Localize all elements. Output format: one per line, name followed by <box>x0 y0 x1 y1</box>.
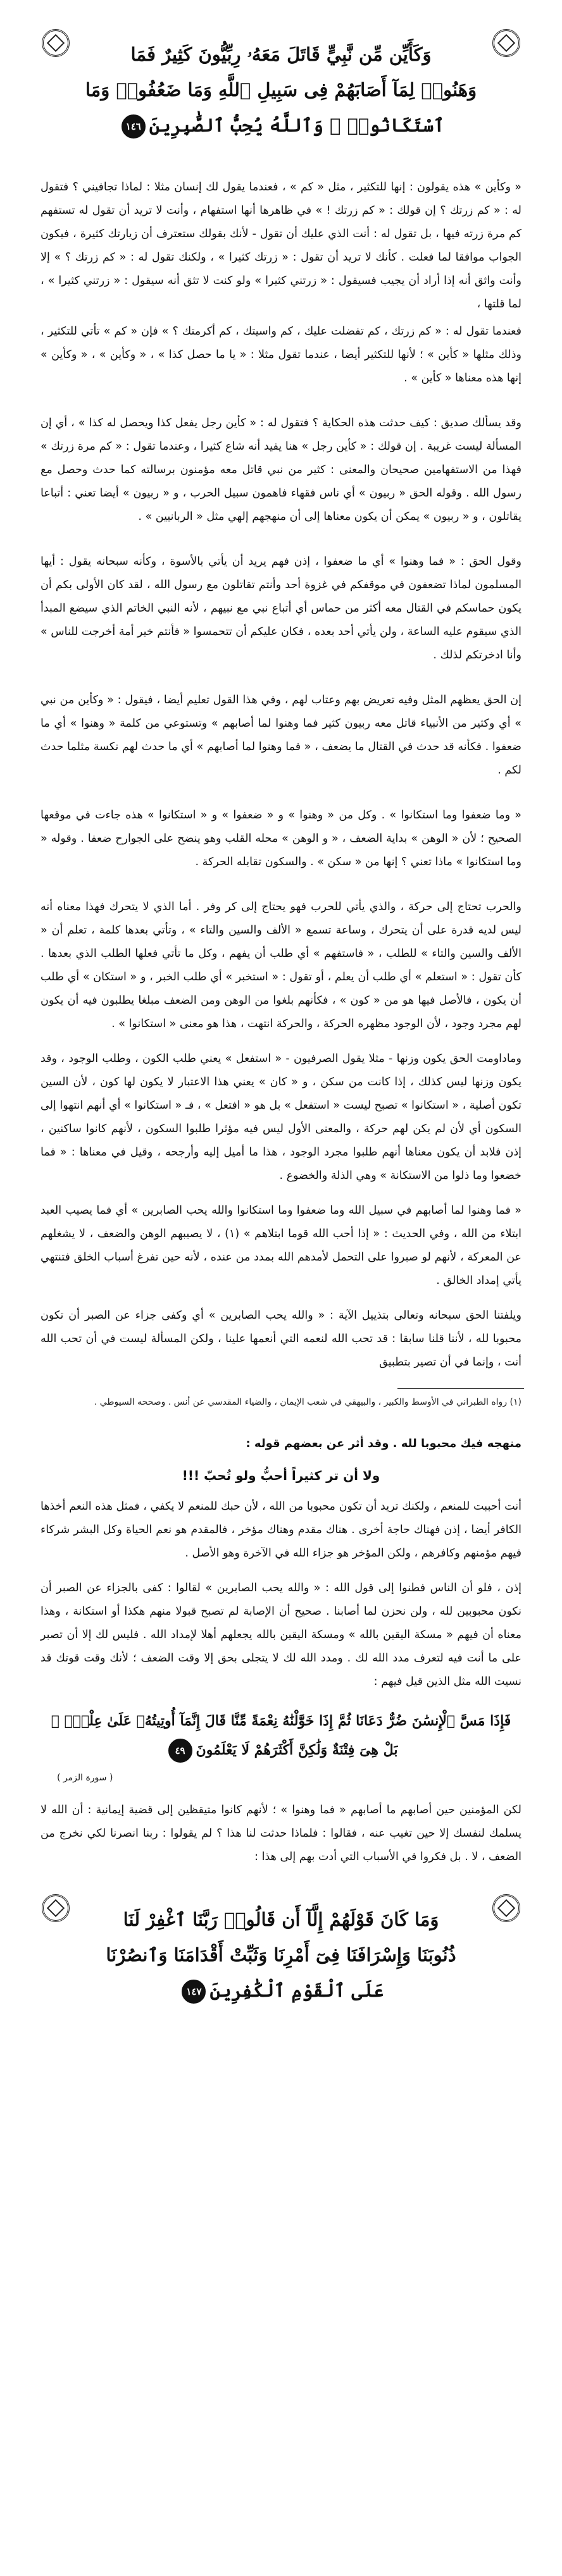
ornament-icon <box>42 29 70 57</box>
paragraph: « فما وهنوا لما أصابهم في سبيل الله وما ضعفوا وما استكانوا والله يحب الصابرين » أي فما يصيب العبد ابتلاء من الله ، وفي الحديث : « إذا أحب الله قوما ابتلاهم » (١) ، لا يصيبهم الوهن والضعف ، لا يشغلهم عن المعركة ، لأنهم لو صبروا على التحمل لأمدهم الله بمدد من عنده ، لأنه حين تفرغ أسباب الخلق فتنتهي يأتي إمداد الخالق . <box>41 1204 521 1287</box>
commentary-block <box>38 1799 524 1869</box>
verse-line: وَمَا كَانَ قَوْلَهُمْ إِلَّآ أَن قَالُوا۟ رَبَّنَا ٱغْفِرْ لَنَا <box>123 1909 439 1930</box>
commentary-block <box>38 176 524 390</box>
document-page <box>38 25 524 2549</box>
section-lead: منهجه فيك محبوبا لله . وقد أثر عن بعضهم قوله : <box>246 1437 521 1450</box>
paragraph: والحرب تحتاج إلى حركة ، والذي يأتي للحرب فهو يحتاج إلى كر وفر . أما الذي لا يتحرك فهذا معناه أنه ليس لديه قدرة على أن يتحرك ، وساعة تسمع « الألف والسين والتاء » ، وتأتي بعدها كلمة ، تعلم أن « الألف والسين والتاء » للطلب ، « فاستفهم » أي طلب أن يفهم ، وكل ما تأتي فعلها الطلب الذي بعدها . كأن تقول : « استعلم » أي طلب أن يعلم ، أو تقول : « استخبر » أي طلب الخبر ، و « استكان » أي طلب أن يكون ، فالأصل فيها هو من « كون » ، فكأنهم بلغوا من الوهن ومن الضعف مبلغا يطلبون فيه أن يكون لهم مجرد وجود ، لأن الوجود مظهره الحركة ، والحركة انتهت ، هذا هو معنى « استكانوا » . <box>41 901 521 1030</box>
commentary-block <box>38 412 524 529</box>
ayah-number: ١٤٦ <box>122 114 146 139</box>
commentary-block <box>38 1047 524 1188</box>
paragraph: إن الحق يعظهم المثل وفيه تعريض بهم وعتاب لهم ، وفي هذا القول تعليم أيضا ، فيقول : « وكأين من نبي » أي وكثير من الأنبياء قاتل معه ربيون كثير فما وهنوا لما أصابهم » وتستوعي من كلمة « وهنوا » أي ما ضعفوا . فكأنه قد حدث في القتال ما يضعف ، « فما وهنوا لما أصابهم » أي ما حدث لهم نكسة مثلما حدث لكم . <box>41 694 521 777</box>
ornament-icon <box>492 1894 520 1922</box>
commentary-block <box>38 1432 524 1565</box>
paragraph: لكن المؤمنين حين أصابهم ما أصابهم « فما وهنوا » ؛ لأنهم كانوا متيقظين إلى قضية إيمانية : أن الله لا يسلمك لنفسك إلا حين تغيب عنه ، فقالوا : فلماذا حدثت لنا هذا ؟ لم يقولوا : ربنا انصرنا لكي نخرج من الضعف ، لا . بل فكروا في الأسباب التي أدت بهم إلى هذا : <box>41 1804 521 1863</box>
verse-line: ذُنُوبَنَا وَإِسْرَافَنَا فِىٓ أَمْرِنَا وَثَبِّتْ أَقْدَامَنَا وَٱنصُرْنَا <box>106 1944 456 1966</box>
paragraph: « وما ضعفوا وما استكانوا » . وكل من « وهنوا » و « ضعفوا » و « استكانوا » هذه جاءت في موقعها الصحيح ؛ لأن « الوهن » بداية الضعف ، « و الوهن » محله القلب وهو ينضح على الجوارح ضعفا . وقوله « وما استكانوا » ماذا تعني ؟ إنها من « سكن » . والسكون تقابله الحركة . <box>41 809 521 868</box>
footnote: (١) رواه الطبراني في الأوسط والكبير ، والبيهقي في شعب الإيمان ، والضياء المقدسي عن أنس . وصححه السيوطي . <box>94 1397 521 1407</box>
commentary-block <box>38 1199 524 1293</box>
verse-line-text: ٱسْتَكَانُوا۟ ۗ وَٱللَّهُ يُحِبُّ ٱلصَّٰبِرِينَ <box>149 114 445 136</box>
quoted-verse <box>38 1703 524 1768</box>
paragraph: وقد يسألك صديق : كيف حدثت هذه الحكاية ؟ فتقول له : « كأين رجل يفعل كذا ويحصل له كذا » ، أي إن المسألة ليست غريبة . إن قولك : « كأين رجل » هنا يفيد أنه شاع كثيرا ، وعندما تقول : « كم مرة زرتك » فهذا من الاستفهامين صحيحان والمعنى : كثير من نبي قاتل معه مؤمنون برسالته كما حدث وحصل مع رسول الله . وقوله الحق « ربيون » أي ناس فقهاء فاهمون سبيل الحرب ، و « ربيون » أيضا تعني : أتباعا يقاتلون ، و « ربيون » يمكن أن يكون معناها إلى أن منهجهم إلهي مثل « الربانيين » . <box>41 417 521 523</box>
paragraph: فعندما تقول له : « كم زرتك ، كم تفضلت عليك ، كم واسيتك ، كم أكرمتك ؟ » فإن « كم » تأتي للتكثير ، وذلك مثلها « كأين » ؛ لأنها للتكثير أيضا ، عندما تقول مثلا : « يا ما حصل كذا » ، « وكأين » ، « وكأين » إنها هذه معناها « كأين » . <box>41 325 521 385</box>
commentary-block <box>38 689 524 782</box>
ayah-number: ١٤٧ <box>182 1980 206 2004</box>
commentary-block <box>38 804 524 874</box>
verse-line-text: عَلَى ٱلْقَوْمِ ٱلْكَٰفِرِينَ <box>209 1980 384 2001</box>
commentary-block <box>38 896 524 1036</box>
ayah-number: ٤٩ <box>168 1739 192 1763</box>
paragraph: أنت أحببت للمنعم ، ولكنك تريد أن تكون محبوبا من الله ، لأن حبك للمنعم لا يكفي ، فمثل هذه النعم أخذها الكافر أيضا ، إذن فهناك حاجة أخرى . هناك مقدم وهناك مؤخر ، فالمقدم هو نعم الحياة وكل البشر شركاء فيهم مؤمنهم وكافرهم ، ولكن المؤخر هو جزاء الله في الآخرة وهو الأصل . <box>41 1500 521 1560</box>
paragraph: إذن ، فلو أن الناس فطنوا إلى قول الله : « والله يحب الصابرين » لقالوا : كفى بالجزاء عن الصبر أن نكون محبوبين لله ، ولن نحزن لما أصابنا . صحيح أن الإصابة لم تصبح قبولا منهم هكذا أو استكانة ، وهذا معناه أن فيهم « مسكة اليقين بالله » ومسكة اليقين بالله يجعلهم أهلا لإمداد الله . فليس لك إلا أن تصبر على ما أنت فيه لتعرف مدد الله لك . ومدد الله لك لا يتجلى بحق إلا وقت الضعف ؛ لأنك وقت قوتك قد نسيت الله مثل الذين قيل فيهم : <box>41 1582 521 1688</box>
surah-reference: ( سورة الزمر ) <box>57 1773 113 1783</box>
ornament-icon <box>492 29 520 57</box>
quran-verse-147 <box>38 1890 524 2019</box>
verse-line: وَكَأَيِّن مِّن نَّبِيٍّ قَاتَلَ مَعَهُۥ رِبِّيُّونَ كَثِيرٌ فَمَا <box>130 44 432 65</box>
paragraph: وقول الحق : « فما وهنوا » أي ما ضعفوا ، إذن فهم يريد أن يأتي بالأسوة ، وكأنه سبحانه يقول : أيها المسلمون لماذا تضعفون في موقفكم في غزوة أحد وأنتم تقاتلون مع رسول الله ، لقد كان الأولى بكم أن يكون حماسكم في القتال معه أكثر من حماس أي أتباع نبي مع نبيهم ، لأنه النبي الخاتم الذي سيضع المبدأ الذي سيقوم عليه الساعة ، ولن يأتي أحد بعده ، فكان عليكم أن تتحمسوا « فأنتم خير أمة أخرجت للناس » وأنا ادخرتكم لذلك . <box>40 555 521 662</box>
paragraph: وماداومت الحق يكون وزنها - مثلا يقول الصرفيون - « استفعل » يعني طلب الكون ، وطلب الوجود ، وقد يكون وزنها ليس كذلك ، إذا كانت من سكن ، و « كان » يعني هذا الاعتبار لا يكون لها كون ، لأن السين تكون أصلية ، « استكانوا » تصبح ليست « استفعل » بل هو « افتعل » ، فـ « استكانوا » أي أنهم انتهوا إلى السكون أي لأن لم يكن لهم حركة ، والمعنى الأول ليس فيه مؤثرا طلبوا السكون ، لأنهم كانوا ساكنين ، إذن فلابد أن يكون معناها أنهم طلبوا مجرد الوجود ، هذا ما أميل إليه وأرجحه ، وقيل في معناها : « فما خضعوا وما ذلوا من الاستكانة » وهي الذلة والخضوع . <box>41 1052 521 1182</box>
quoted-verse-text: فَإِذَا مَسَّ ٱلْإِنسَٰنَ ضُرٌّ دَعَانَا ثُمَّ إِذَا خَوَّلْنَٰهُ نِعْمَةً مِّنَّا قَالَ إِنَّمَآ أُوتِيتُهُۥ عَلَىٰ عِلْمٍۭ ۚ بَلْ هِىَ فِتْنَةٌ وَلَٰكِنَّ أَكْثَرَهُمْ لَا يَعْلَمُونَ <box>51 1713 511 1758</box>
verse-line <box>82 1973 480 2008</box>
quoted-saying: ولا أن تر كثيراً أحبُّ ولو تُحبّ !!! <box>182 1468 380 1483</box>
ornament-icon <box>42 1894 70 1922</box>
verse-line: وَهَنُوا۟ لِمَآ أَصَابَهُمْ فِى سَبِيلِ ٱللَّهِ وَمَا ضَعُفُوا۟ وَمَا <box>85 79 477 101</box>
commentary-block <box>38 550 524 667</box>
paragraph: « وكأين » هذه يقولون : إنها للتكثير ، مثل « كم » ، فعندما يقول لك إنسان مثلا : لماذا تجافيني ؟ فتقول له : « كم زرتك ؟ إن قولك : « كم زرتك ! » في ظاهرها أنها استفهام ، وأنت لا تريد أن تقول له تستفهم كم مرة زرته فيها ، بل تقول له : أنت الذي عليك أن تقول - لأنك بقولك ستعترف أن زيارتك كثيرة ، فيكون الجواب موافقا لما فعلت . كأنك لا تريد أن تقول : « زرتك كثيرا » ، ولكنك تقول له : « كم زرتك ؟ » إلا وأنت واثق أنه إذا أراد أن يجيب فسيقول : « زرتني كثيرا » ولو كنت لا تثق أنه سيقول : « زرتني كثيرا » ، لما قلتها ، <box>41 181 521 311</box>
quran-verse-146 <box>38 25 524 154</box>
paragraph: ويلفتنا الحق سبحانه وتعالى بتذييل الآية : « والله يحب الصابرين » أي وكفى جزاء عن الصبر أن تكون محبوبا لله ، لأننا قلنا سابقا : قد تحب الله لنعمه التي أنعمها علينا ، ولكن المسألة ليست في أن تحب الله أنت ، وإنما في أن تصير بتطبيق <box>41 1309 521 1369</box>
verse-line <box>82 108 480 143</box>
commentary-block <box>38 1304 524 1374</box>
footnote-divider <box>397 1388 524 1389</box>
commentary-block <box>38 1577 524 1787</box>
